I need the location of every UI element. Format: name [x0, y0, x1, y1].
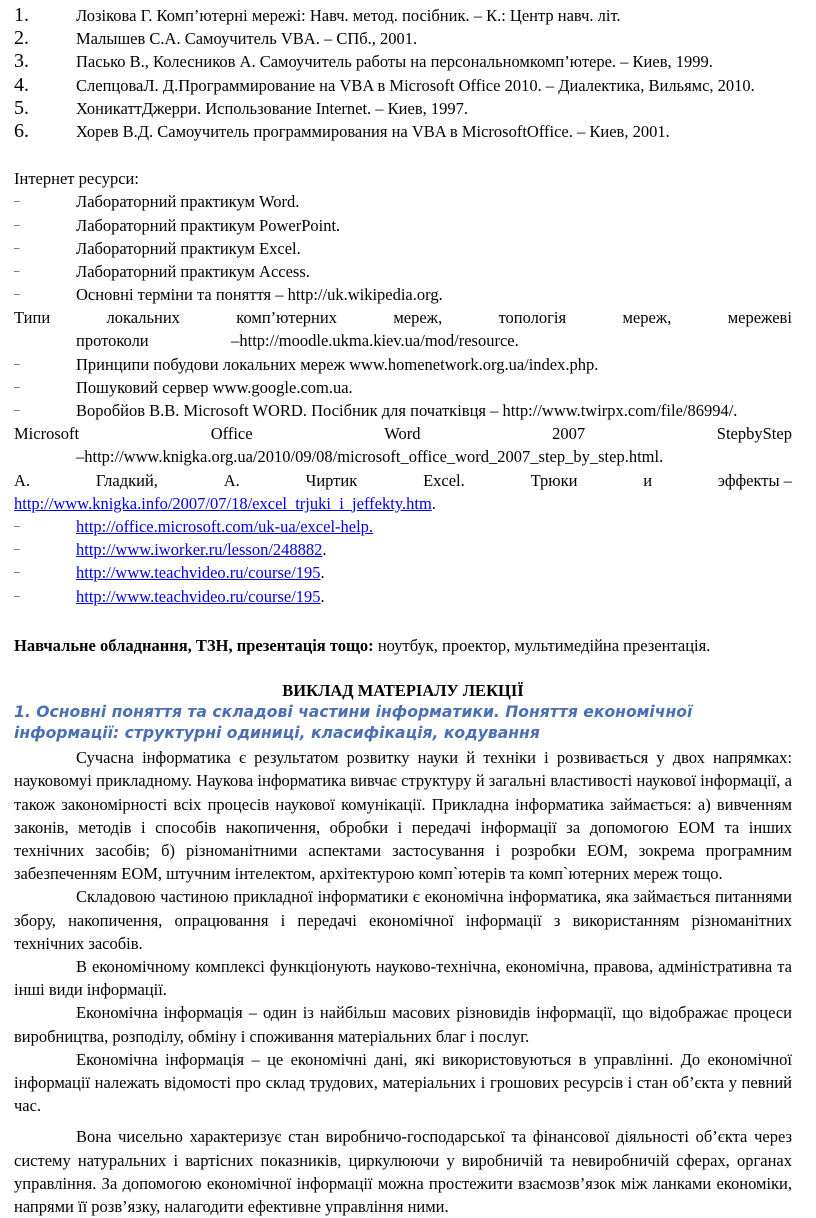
- network-types-url: протоколи –http://moodle.ukma.kiev.ua/mod/resource.: [76, 331, 519, 351]
- word-step-line: Microsoft Office Word 2007 StepbyStep: [14, 424, 792, 444]
- equipment-label: Навчальне обладнання, ТЗН, презентація тощо:: [14, 635, 374, 655]
- excel-help-link[interactable]: http://office.microsoft.com/uk-ua/excel-help.: [76, 517, 374, 537]
- reference-item: 2. Малышев С.А. Самоучитель VBA. – СПб., 2001.: [14, 27, 418, 50]
- paragraph: Складовою частиною прикладної інформатики є економічна інформатика, яка займається питаннями збору, накопичення, опрацювання і передачі економічної інформації з використанням різноманітних технічних засобів.: [14, 887, 792, 953]
- teachvideo-link[interactable]: http://www.teachvideo.ru/course/195: [76, 563, 321, 583]
- list-item: – Пошуковий сервер www.google.com.ua.: [14, 377, 353, 397]
- link-item: – http://www.iworker.ru/lesson/248882.: [14, 540, 327, 560]
- paragraph: Економічна інформація – один із найбільш масових різновидів інформації, що відображає процеси виробництва, розподілу, обміну і споживання матеріальних благ і послуг.: [14, 1003, 792, 1046]
- list-item: – Лабораторний практикум Word.: [14, 192, 300, 212]
- list-item: – Лабораторний практикум Excel.: [14, 238, 301, 258]
- reference-item: 6. Хорев В.Д. Самоучитель программирования на VBA в MicrosoftOffice. – Киев, 2001.: [14, 119, 670, 142]
- reference-item: 5. ХоникаттДжерри. Использование Internet. – Киев, 1997.: [14, 96, 469, 119]
- excel-tricks-line: А. Гладкий, А. Чиртик Excel. Трюки и эффекты –: [14, 470, 792, 490]
- paragraph: Економічна інформація – це економічні дані, які використовуються в управлінні. До економічної інформації належать відомості про склад трудових, матеріальних і грошових ресурсів і стан об’єкта у певний час.: [14, 1049, 792, 1116]
- document-page: [14, 0, 792, 1218]
- internet-resources: [14, 167, 792, 608]
- equipment-value: ноутбук, проектор, мультимедійна презентація.: [373, 635, 711, 655]
- list-item: – Принципи побудови локальних мереж www.homenetwork.org.ua/index.php.: [14, 354, 599, 374]
- word-step-url: –http://www.knigka.org.ua/2010/09/08/microsoft_office_word_2007_step_by_step.html.: [76, 447, 664, 467]
- link-item: – http://www.teachvideo.ru/course/195.: [14, 586, 325, 606]
- paragraph: Сучасна інформатика є результатом розвитку науки й техніки і розвивається у двох напрямках: науковомуі прикладному. Наукова інформатика вивчає структуру й загальні властивості наукової інформації, а також закономірності всіх процесів наукової комунікації. Прикладна інформатика займається: а) вивченням законів, методів і способів накопичення, обробки і передачі інформації за допомогою ЕОМ та інших технічних засобів; б) різноманітними аспектами застосування і розробки ЕОМ, зокрема програмним забезпеченням ЕОМ, штучним інтелектом, архітектурою комп`ютерів та комп`ютерних мереж тощо.: [14, 748, 792, 884]
- list-item: – Лабораторний практикум PowerPoint.: [14, 215, 341, 235]
- link-item: – http://office.microsoft.com/uk-ua/excel-help.: [14, 517, 374, 537]
- excel-tricks-link[interactable]: http://www.knigka.info/2007/07/18/excel_trjuki_i_jeffekty.htm: [14, 493, 432, 513]
- lecture-body: [14, 746, 792, 1218]
- list-item: – Основні терміни та поняття – http://uk.wikipedia.org.: [14, 285, 443, 305]
- equipment-line: [14, 634, 792, 657]
- network-types-line: Типи локальних комп’ютерних мереж, топологія мереж, мережеві: [14, 308, 792, 328]
- list-item: – Воробйов В.В. Microsoft WORD. Посібник для початківця – http://www.twirpx.com/file/86994/.: [14, 401, 738, 421]
- excel-tricks-url-line: http://www.knigka.info/2007/07/18/excel_trjuki_i_jeffekty.htm.: [14, 493, 436, 513]
- lecture-heading: ВИКЛАД МАТЕРІАЛУ ЛЕКЦІЇ: [282, 680, 524, 700]
- iworker-link[interactable]: http://www.iworker.ru/lesson/248882: [76, 540, 323, 560]
- internet-resources-title: Інтернет ресурси:: [14, 169, 139, 189]
- reference-item: 4. СлепцоваЛ. Д.Программирование на VBA в Microsoft Office 2010. – Диалектика, Вильямс, 2010.: [14, 73, 755, 96]
- section-subheading: 1. Основні поняття та складові частини інформатики. Поняття економічної інформації: структурні одиниці, класифікація, кодування: [14, 703, 693, 743]
- reference-list: [14, 4, 792, 143]
- list-item: – Лабораторний практикум Access.: [14, 261, 310, 281]
- reference-item: 1. Лозікова Г. Комп’ютерні мережі: Навч. метод. посібник. – К.: Центр навч. літ.: [14, 4, 621, 26]
- teachvideo-link[interactable]: http://www.teachvideo.ru/course/195: [76, 586, 321, 606]
- link-item: – http://www.teachvideo.ru/course/195.: [14, 563, 325, 583]
- reference-item: 3. Пасько В., Колесников А. Самоучитель работы на персональномкомп’ютере. – Киев, 1999.: [14, 50, 713, 73]
- paragraph: В економічному комплексі функціонують науково-технічна, економічна, правова, адміністративна та інші види інформації.: [14, 956, 792, 1000]
- paragraph: Вона чисельно характеризує стан виробничо-господарської та фінансової діяльності об’єкта через систему натуральних і вартісних показників, циркулюючи у виробничій та невиробничій сферах, органах управління. За допомогою економічної інформації можна простежити взаємозв’язок між ланками економіки, напрями її розв’язку, налагодити ефективне управління ними.: [14, 1127, 792, 1217]
